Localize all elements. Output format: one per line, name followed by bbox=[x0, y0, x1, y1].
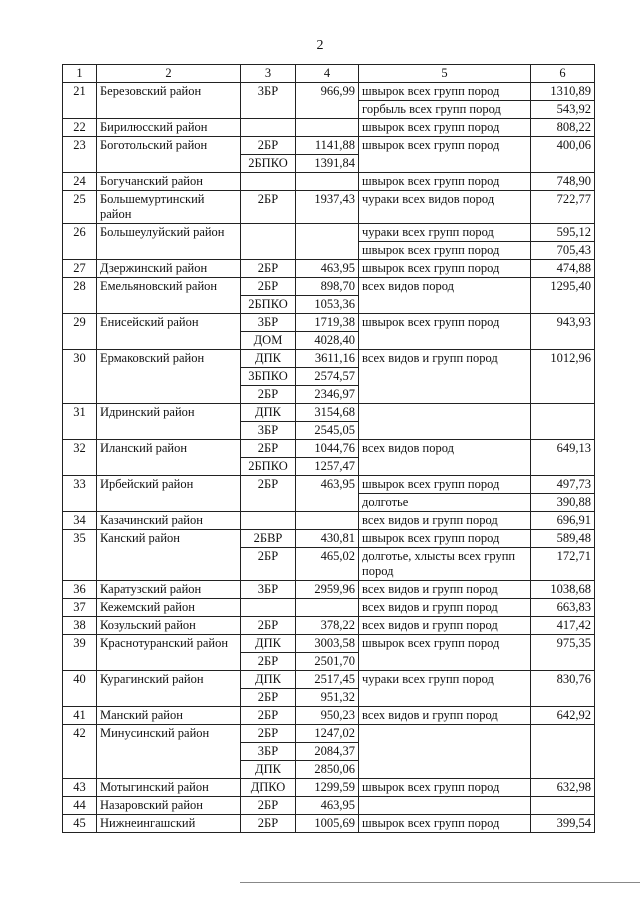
equipment-value bbox=[296, 512, 359, 530]
district-name: Боготольский район bbox=[97, 137, 241, 173]
district-name: Минусинский район bbox=[97, 725, 241, 779]
equipment-code: ДПКО bbox=[241, 779, 296, 797]
district-name: Каратузский район bbox=[97, 581, 241, 599]
equipment-value: 4028,40 bbox=[296, 332, 359, 350]
page-number: 2 bbox=[316, 38, 324, 53]
equipment-code: 2БР bbox=[241, 617, 296, 635]
equipment-code: 3БР bbox=[241, 743, 296, 761]
equipment-code: 3БПКО bbox=[241, 368, 296, 386]
row-number: 27 bbox=[63, 260, 97, 278]
price-value: 400,06 bbox=[531, 137, 595, 173]
row-number: 25 bbox=[63, 191, 97, 224]
equipment-code: 3БР bbox=[241, 314, 296, 332]
wood-type bbox=[359, 725, 531, 779]
equipment-code: 2БР bbox=[241, 653, 296, 671]
table-row bbox=[63, 599, 595, 617]
price-value: 696,91 bbox=[531, 512, 595, 530]
row-number: 35 bbox=[63, 530, 97, 581]
row-number: 34 bbox=[63, 512, 97, 530]
equipment-value: 950,23 bbox=[296, 707, 359, 725]
wood-type bbox=[359, 404, 531, 440]
wood-type: швырок всех групп пород bbox=[359, 137, 531, 173]
row-number: 22 bbox=[63, 119, 97, 137]
equipment-value bbox=[296, 224, 359, 260]
price-value: 1310,89 bbox=[531, 83, 595, 101]
equipment-value: 2084,37 bbox=[296, 743, 359, 761]
table-row bbox=[63, 476, 595, 494]
table-header-row bbox=[63, 65, 595, 83]
equipment-value bbox=[296, 173, 359, 191]
equipment-code: ДПК bbox=[241, 671, 296, 689]
wood-type: швырок всех групп пород bbox=[359, 242, 531, 260]
equipment-value: 2501,70 bbox=[296, 653, 359, 671]
row-number: 39 bbox=[63, 635, 97, 671]
table-row bbox=[63, 671, 595, 689]
district-name: Ирбейский район bbox=[97, 476, 241, 512]
row-number: 40 bbox=[63, 671, 97, 707]
district-name: Манский район bbox=[97, 707, 241, 725]
table-row bbox=[63, 707, 595, 725]
price-value: 589,48 bbox=[531, 530, 595, 548]
row-number: 44 bbox=[63, 797, 97, 815]
equipment-value bbox=[296, 599, 359, 617]
row-number: 31 bbox=[63, 404, 97, 440]
wood-type: всех видов пород bbox=[359, 440, 531, 476]
table-row bbox=[63, 137, 595, 155]
row-number: 38 bbox=[63, 617, 97, 635]
table-row bbox=[63, 191, 595, 224]
equipment-value: 465,02 bbox=[296, 548, 359, 581]
district-name: Идринский район bbox=[97, 404, 241, 440]
table-row bbox=[63, 314, 595, 332]
data-table bbox=[62, 64, 595, 833]
price-value: 595,12 bbox=[531, 224, 595, 242]
price-value: 663,83 bbox=[531, 599, 595, 617]
equipment-value: 463,95 bbox=[296, 476, 359, 512]
price-value: 808,22 bbox=[531, 119, 595, 137]
table-row bbox=[63, 635, 595, 653]
price-value: 830,76 bbox=[531, 671, 595, 707]
table-row bbox=[63, 260, 595, 278]
table-row bbox=[63, 83, 595, 101]
table-row bbox=[63, 617, 595, 635]
column-header: 2 bbox=[97, 65, 241, 83]
wood-type: швырок всех групп пород bbox=[359, 635, 531, 671]
equipment-code: ДПК bbox=[241, 761, 296, 779]
equipment-value: 1053,36 bbox=[296, 296, 359, 314]
equipment-code: 2БПКО bbox=[241, 296, 296, 314]
wood-type: чураки всех групп пород bbox=[359, 224, 531, 242]
wood-type: всех видов и групп пород bbox=[359, 512, 531, 530]
wood-type: швырок всех групп пород bbox=[359, 173, 531, 191]
row-number: 43 bbox=[63, 779, 97, 797]
district-name: Краснотуранский район bbox=[97, 635, 241, 671]
equipment-value: 378,22 bbox=[296, 617, 359, 635]
wood-type: всех видов и групп пород bbox=[359, 581, 531, 599]
wood-type: швырок всех групп пород bbox=[359, 815, 531, 833]
equipment-value: 3154,68 bbox=[296, 404, 359, 422]
price-value: 642,92 bbox=[531, 707, 595, 725]
wood-type: швырок всех групп пород bbox=[359, 779, 531, 797]
wood-type bbox=[359, 797, 531, 815]
district-name: Казачинский район bbox=[97, 512, 241, 530]
equipment-value: 463,95 bbox=[296, 260, 359, 278]
equipment-code: 2БР bbox=[241, 278, 296, 296]
equipment-value: 951,32 bbox=[296, 689, 359, 707]
row-number: 30 bbox=[63, 350, 97, 404]
price-value bbox=[531, 404, 595, 440]
district-name: Ермаковский район bbox=[97, 350, 241, 404]
table-row bbox=[63, 404, 595, 422]
row-number: 45 bbox=[63, 815, 97, 833]
row-number: 29 bbox=[63, 314, 97, 350]
row-number: 33 bbox=[63, 476, 97, 512]
row-number: 37 bbox=[63, 599, 97, 617]
equipment-code: 2БР bbox=[241, 476, 296, 512]
wood-type: долготье bbox=[359, 494, 531, 512]
price-value: 722,77 bbox=[531, 191, 595, 224]
table-row bbox=[63, 350, 595, 368]
equipment-value: 430,81 bbox=[296, 530, 359, 548]
district-name: Бирилюсский район bbox=[97, 119, 241, 137]
price-value bbox=[531, 797, 595, 815]
equipment-value: 1141,88 bbox=[296, 137, 359, 155]
column-header: 3 bbox=[241, 65, 296, 83]
equipment-code: 2БПКО bbox=[241, 458, 296, 476]
table-row bbox=[63, 173, 595, 191]
price-value: 172,71 bbox=[531, 548, 595, 581]
equipment-value: 2850,06 bbox=[296, 761, 359, 779]
equipment-code bbox=[241, 599, 296, 617]
price-value: 474,88 bbox=[531, 260, 595, 278]
wood-type: горбыль всех групп пород bbox=[359, 101, 531, 119]
table-row bbox=[63, 779, 595, 797]
equipment-code: 2БР bbox=[241, 440, 296, 458]
wood-type: всех видов и групп пород bbox=[359, 707, 531, 725]
equipment-code bbox=[241, 173, 296, 191]
equipment-code: 3БР bbox=[241, 422, 296, 440]
equipment-value: 2517,45 bbox=[296, 671, 359, 689]
table-row bbox=[63, 797, 595, 815]
price-value: 399,54 bbox=[531, 815, 595, 833]
table-row bbox=[63, 512, 595, 530]
wood-type: чураки всех видов пород bbox=[359, 191, 531, 224]
wood-type: швырок всех групп пород bbox=[359, 83, 531, 101]
row-number: 24 bbox=[63, 173, 97, 191]
price-value bbox=[531, 725, 595, 779]
row-number: 21 bbox=[63, 83, 97, 119]
equipment-value: 1937,43 bbox=[296, 191, 359, 224]
price-value: 543,92 bbox=[531, 101, 595, 119]
price-value: 1295,40 bbox=[531, 278, 595, 314]
equipment-value: 3611,16 bbox=[296, 350, 359, 368]
column-header: 4 bbox=[296, 65, 359, 83]
row-number: 36 bbox=[63, 581, 97, 599]
equipment-code: 2БВР bbox=[241, 530, 296, 548]
table-row bbox=[63, 815, 595, 833]
equipment-code: 2БР bbox=[241, 386, 296, 404]
wood-type: чураки всех групп пород bbox=[359, 671, 531, 707]
row-number: 23 bbox=[63, 137, 97, 173]
equipment-code: 2БПКО bbox=[241, 155, 296, 173]
row-number: 42 bbox=[63, 725, 97, 779]
equipment-code: 2БР bbox=[241, 137, 296, 155]
equipment-value: 1391,84 bbox=[296, 155, 359, 173]
price-value: 390,88 bbox=[531, 494, 595, 512]
table-row bbox=[63, 440, 595, 458]
price-value: 497,73 bbox=[531, 476, 595, 494]
equipment-value: 1044,76 bbox=[296, 440, 359, 458]
price-value: 748,90 bbox=[531, 173, 595, 191]
district-name: Кежемский район bbox=[97, 599, 241, 617]
table-row bbox=[63, 224, 595, 242]
equipment-value: 898,70 bbox=[296, 278, 359, 296]
wood-type: долготье, хлысты всех групп пород bbox=[359, 548, 531, 581]
table-row bbox=[63, 278, 595, 296]
equipment-code: 2БР bbox=[241, 260, 296, 278]
district-name: Козульский район bbox=[97, 617, 241, 635]
equipment-value: 2959,96 bbox=[296, 581, 359, 599]
district-name: Большеулуйский район bbox=[97, 224, 241, 260]
equipment-value: 2346,97 bbox=[296, 386, 359, 404]
equipment-code: 3БР bbox=[241, 83, 296, 119]
price-value: 649,13 bbox=[531, 440, 595, 476]
district-name: Дзержинский район bbox=[97, 260, 241, 278]
equipment-code: 2БР bbox=[241, 725, 296, 743]
equipment-code bbox=[241, 512, 296, 530]
district-name: Мотыгинский район bbox=[97, 779, 241, 797]
district-name: Курагинский район bbox=[97, 671, 241, 707]
equipment-value: 463,95 bbox=[296, 797, 359, 815]
equipment-value bbox=[296, 119, 359, 137]
row-number: 26 bbox=[63, 224, 97, 260]
district-name: Иланский район bbox=[97, 440, 241, 476]
equipment-code: ДПК bbox=[241, 404, 296, 422]
district-name: Богучанский район bbox=[97, 173, 241, 191]
district-name: Назаровский район bbox=[97, 797, 241, 815]
equipment-value: 966,99 bbox=[296, 83, 359, 119]
equipment-code: 2БР bbox=[241, 548, 296, 581]
equipment-value: 1719,38 bbox=[296, 314, 359, 332]
district-name: Большемуртинский район bbox=[97, 191, 241, 224]
district-name: Енисейский район bbox=[97, 314, 241, 350]
equipment-value: 1247,02 bbox=[296, 725, 359, 743]
table-row bbox=[63, 581, 595, 599]
equipment-code: 2БР bbox=[241, 815, 296, 833]
wood-type: швырок всех групп пород bbox=[359, 260, 531, 278]
district-name: Емельяновский район bbox=[97, 278, 241, 314]
price-value: 943,93 bbox=[531, 314, 595, 350]
wood-type: швырок всех групп пород bbox=[359, 119, 531, 137]
footer-divider bbox=[240, 882, 640, 883]
column-header: 6 bbox=[531, 65, 595, 83]
wood-type: всех видов и групп пород bbox=[359, 617, 531, 635]
district-name: Нижнеингашский bbox=[97, 815, 241, 833]
price-value: 1038,68 bbox=[531, 581, 595, 599]
row-number: 41 bbox=[63, 707, 97, 725]
equipment-code: 2БР bbox=[241, 689, 296, 707]
wood-type: всех видов и групп пород bbox=[359, 350, 531, 404]
equipment-code: 2БР bbox=[241, 191, 296, 224]
price-value: 705,43 bbox=[531, 242, 595, 260]
equipment-value: 3003,58 bbox=[296, 635, 359, 653]
price-value: 417,42 bbox=[531, 617, 595, 635]
equipment-value: 1005,69 bbox=[296, 815, 359, 833]
equipment-value: 1257,47 bbox=[296, 458, 359, 476]
equipment-code: 2БР bbox=[241, 797, 296, 815]
equipment-value: 2574,57 bbox=[296, 368, 359, 386]
wood-type: швырок всех групп пород bbox=[359, 476, 531, 494]
district-name: Канский район bbox=[97, 530, 241, 581]
column-header: 5 bbox=[359, 65, 531, 83]
district-name: Березовский район bbox=[97, 83, 241, 119]
table-row bbox=[63, 119, 595, 137]
equipment-code: 2БР bbox=[241, 707, 296, 725]
price-value: 632,98 bbox=[531, 779, 595, 797]
row-number: 32 bbox=[63, 440, 97, 476]
equipment-code: ДПК bbox=[241, 350, 296, 368]
table-row bbox=[63, 725, 595, 743]
column-header: 1 bbox=[63, 65, 97, 83]
equipment-code bbox=[241, 119, 296, 137]
table-row bbox=[63, 530, 595, 548]
price-value: 1012,96 bbox=[531, 350, 595, 404]
wood-type: швырок всех групп пород bbox=[359, 530, 531, 548]
row-number: 28 bbox=[63, 278, 97, 314]
equipment-code bbox=[241, 224, 296, 260]
equipment-code: ДОМ bbox=[241, 332, 296, 350]
equipment-value: 1299,59 bbox=[296, 779, 359, 797]
wood-type: всех видов и групп пород bbox=[359, 599, 531, 617]
equipment-code: 3БР bbox=[241, 581, 296, 599]
equipment-code: ДПК bbox=[241, 635, 296, 653]
price-value: 975,35 bbox=[531, 635, 595, 671]
wood-type: всех видов пород bbox=[359, 278, 531, 314]
equipment-value: 2545,05 bbox=[296, 422, 359, 440]
wood-type: швырок всех групп пород bbox=[359, 314, 531, 350]
